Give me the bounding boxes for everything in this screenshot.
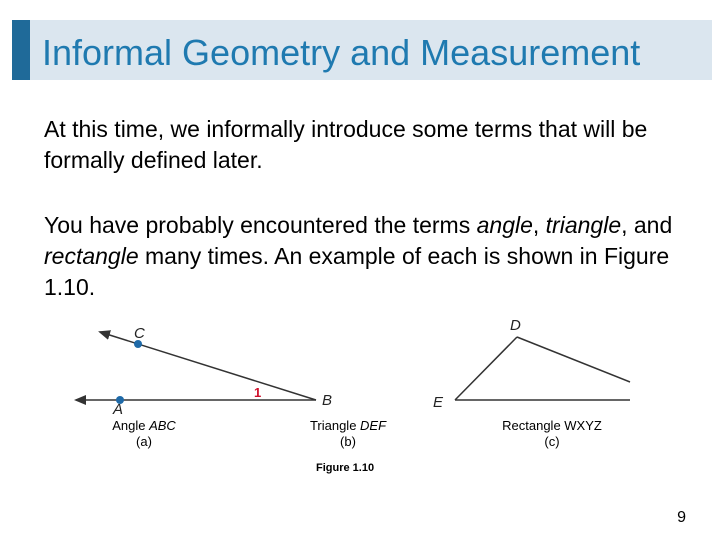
intro-paragraph: At this time, we informally introduce some terms that will be formally defined later. (44, 116, 648, 173)
caption-sub: (a) (136, 434, 152, 449)
side-df (517, 337, 630, 382)
caption-sub: (c) (544, 434, 560, 449)
caption-text: Triangle (309, 418, 361, 433)
caption-text: Angle (112, 418, 150, 433)
caption-name: ABC (149, 418, 176, 433)
slide-title: Informal Geometry and Measurement (42, 32, 641, 73)
figure-title: Figure 1.10 (316, 462, 375, 474)
paragraph-text: You have probably encountered the terms (44, 212, 477, 238)
caption-sub: (b) (340, 434, 356, 449)
term-rectangle: rectangle (44, 243, 139, 269)
term-triangle: triangle (545, 212, 622, 238)
caption-text: Rectangle WXYZ (502, 418, 602, 433)
angle-mark-1: 1 (254, 385, 262, 400)
caption-rectangle (482, 418, 622, 450)
label-b: B (322, 392, 333, 409)
triangle-def (433, 317, 630, 411)
caption-angle (74, 418, 214, 450)
label-d: D (510, 317, 521, 334)
paragraph-text: many times. An example of each is shown in Figure 1.10. (44, 243, 670, 300)
label-e: E (433, 394, 444, 411)
angle-abc (76, 325, 332, 418)
term-angle: angle (476, 212, 533, 238)
caption-triangle (278, 418, 418, 450)
paragraph-text: , (532, 212, 546, 238)
label-c: C (134, 325, 145, 342)
side-de (455, 337, 517, 400)
paragraph-text: , and (621, 212, 673, 238)
ray-bc (100, 332, 316, 400)
label-a: A (113, 401, 124, 418)
caption-name: DEF (360, 418, 387, 433)
page-number: 9 (677, 509, 686, 526)
